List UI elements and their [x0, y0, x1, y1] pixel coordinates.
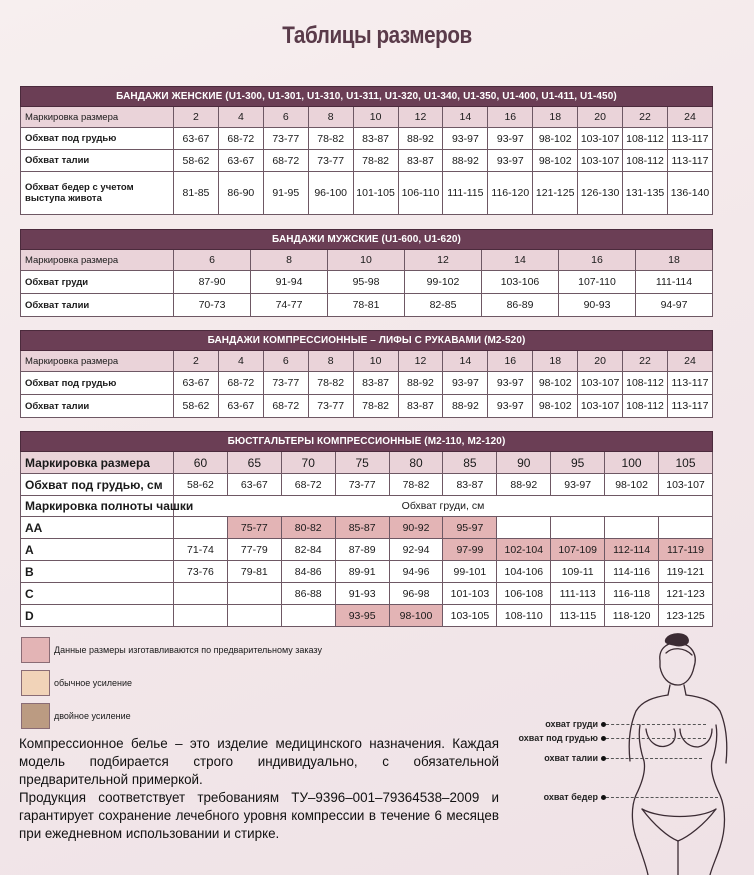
table-cell: 58-62: [174, 395, 219, 418]
table-cell: 78-82: [308, 372, 353, 395]
table-cell: 86-88: [281, 583, 335, 605]
table-cell: [497, 517, 551, 539]
table-cell: 88-92: [443, 150, 488, 172]
table-cell: 16: [488, 351, 533, 372]
table-row: [21, 172, 713, 215]
table-cell: 88-92: [443, 395, 488, 418]
table-cell: 117-119: [659, 539, 713, 561]
row-label: Обхват под грудью: [21, 372, 174, 395]
men-bandage-table: [20, 229, 713, 317]
table-cell: 112-114: [605, 539, 659, 561]
table-cell: [227, 583, 281, 605]
table-cell: 93-95: [335, 605, 389, 627]
table-cell: 83-87: [398, 150, 443, 172]
table-row: [21, 294, 713, 317]
table-cell: 20: [578, 351, 623, 372]
legend: [21, 637, 421, 729]
table-cell: [605, 517, 659, 539]
table-cell: 108-110: [497, 605, 551, 627]
compression-bandage-table: [20, 330, 713, 418]
cup-label: A: [21, 539, 174, 561]
table-cell: 98-100: [389, 605, 443, 627]
table-cell: 121-125: [533, 172, 578, 215]
legend-text: Данные размеры изготавливаются по предварительному заказу: [54, 645, 322, 655]
table-cell: 103-107: [578, 372, 623, 395]
table-cell: 71-74: [174, 539, 228, 561]
table-cell: 104-106: [497, 561, 551, 583]
table-row: [21, 351, 713, 372]
table-cell: 87-90: [174, 271, 251, 294]
table-cell: 68-72: [218, 372, 263, 395]
table-cell: 136-140: [667, 172, 712, 215]
table-cell: 86-89: [482, 294, 559, 317]
table-cell: 86-90: [218, 172, 263, 215]
legend-text: двойное усиление: [54, 711, 131, 721]
table-cell: 111-115: [443, 172, 488, 215]
table-cell: 95-98: [328, 271, 405, 294]
table-cell: 10: [353, 107, 398, 128]
row-label: Обхват талии: [21, 150, 174, 172]
table-row: [21, 539, 713, 561]
paragraph-medical: Компрессионное белье – это изделие медицинского назначения. Каждая модель подбирается строго индивидуально, с обязательной предварительной примеркой.: [19, 736, 499, 787]
table-cell: [174, 605, 228, 627]
table-cell: 14: [443, 351, 488, 372]
table-cell: 73-76: [174, 561, 228, 583]
table-cell: 60: [174, 452, 228, 474]
table-cell: 63-67: [218, 150, 263, 172]
table-cell: 6: [263, 107, 308, 128]
table-cell: 68-72: [218, 128, 263, 150]
row-label: Маркировка размера: [21, 351, 174, 372]
table-cell: 10: [328, 250, 405, 271]
table-title: БАНДАЖИ КОМПРЕССИОННЫЕ – ЛИФЫ С РУКАВАМИ (M2-520): [21, 331, 713, 351]
table-title: БЮСТГАЛЬТЕРЫ КОМПРЕССИОННЫЕ (M2-110, M2-120): [21, 432, 713, 452]
table-cell: 102-104: [497, 539, 551, 561]
table-row: [21, 150, 713, 172]
table-cell: 70: [281, 452, 335, 474]
table-cell: 10: [353, 351, 398, 372]
table-row: [21, 605, 713, 627]
table-cell: 24: [667, 351, 712, 372]
table-cell: [174, 583, 228, 605]
table-cell: 93-97: [443, 128, 488, 150]
table-cell: 78-81: [328, 294, 405, 317]
table-cell: 108-112: [623, 128, 668, 150]
table-cell: 103-107: [578, 150, 623, 172]
row-label: Маркировка размера: [21, 250, 174, 271]
table-cell: 113-117: [667, 150, 712, 172]
table-cell: 93-97: [488, 128, 533, 150]
table-cell: 131-135: [623, 172, 668, 215]
table-cell: 106-108: [497, 583, 551, 605]
table-cell: 111-113: [551, 583, 605, 605]
table-cell: 6: [263, 351, 308, 372]
table-cell: 88-92: [398, 372, 443, 395]
table-cell: 18: [533, 107, 578, 128]
table-cell: 81-85: [174, 172, 219, 215]
body-silhouette-illustration: [610, 633, 754, 875]
table-title: БАНДАЖИ МУЖСКИЕ (U1-600, U1-620): [21, 230, 713, 250]
table-cell: 105: [659, 452, 713, 474]
table-cell: 8: [308, 107, 353, 128]
table-cell: 97-99: [443, 539, 497, 561]
table-cell: 63-67: [174, 372, 219, 395]
table-cell: 65: [227, 452, 281, 474]
table-cell: 73-77: [335, 474, 389, 496]
table-cell: 90-92: [389, 517, 443, 539]
cup-label: D: [21, 605, 174, 627]
table-cell: 78-82: [353, 150, 398, 172]
table-cell: 113-117: [667, 395, 712, 418]
table-cell: Обхват груди, см: [174, 496, 713, 517]
table-cell: 75: [335, 452, 389, 474]
table-cell: 93-97: [551, 474, 605, 496]
table-cell: 77-79: [227, 539, 281, 561]
table-cell: 99-101: [443, 561, 497, 583]
table-cell: 118-120: [605, 605, 659, 627]
table-cell: 24: [667, 107, 712, 128]
legend-swatch: [21, 670, 50, 696]
table-cell: 73-77: [263, 372, 308, 395]
line-hips: [606, 797, 718, 798]
table-cell: 96-100: [308, 172, 353, 215]
table-cell: 63-67: [218, 395, 263, 418]
table-cell: 121-123: [659, 583, 713, 605]
table-cell: 114-116: [605, 561, 659, 583]
table-row: [21, 517, 713, 539]
table-cell: 91-95: [263, 172, 308, 215]
table-cell: 70-73: [174, 294, 251, 317]
table-row: [21, 474, 713, 496]
table-row: [21, 583, 713, 605]
table-cell: 16: [488, 107, 533, 128]
table-cell: 73-77: [308, 150, 353, 172]
table-cell: 93-97: [488, 150, 533, 172]
women-bandage-table: [20, 86, 713, 215]
table-cell: 83-87: [443, 474, 497, 496]
line-underbust: [606, 738, 706, 739]
table-cell: 103-106: [482, 271, 559, 294]
table-cell: 18: [533, 351, 578, 372]
row-label: Обхват под грудью: [21, 128, 174, 150]
table-cell: 74-77: [251, 294, 328, 317]
table-cell: 95: [551, 452, 605, 474]
table-cell: 63-67: [174, 128, 219, 150]
table-cell: 4: [218, 107, 263, 128]
table-cell: 95-97: [443, 517, 497, 539]
table-row: [21, 250, 713, 271]
table-cell: 113-117: [667, 128, 712, 150]
legend-text: обычное усиление: [54, 678, 132, 688]
table-row: [21, 271, 713, 294]
table-cell: 106-110: [398, 172, 443, 215]
table-cell: 108-112: [623, 395, 668, 418]
table-cell: 93-97: [443, 372, 488, 395]
table-cell: 12: [398, 107, 443, 128]
line-waist: [606, 758, 702, 759]
table-row: [21, 372, 713, 395]
row-label: Обхват под грудью, см: [21, 474, 174, 496]
table-row: [21, 496, 713, 517]
table-cell: 80: [389, 452, 443, 474]
table-cell: 83-87: [398, 395, 443, 418]
table-cell: 58-62: [174, 474, 228, 496]
table-cell: 73-77: [263, 128, 308, 150]
table-cell: 103-107: [578, 395, 623, 418]
table-cell: 108-112: [623, 372, 668, 395]
table-row: [21, 452, 713, 474]
table-cell: 14: [482, 250, 559, 271]
table-cell: 113-115: [551, 605, 605, 627]
label-underbust: охват под грудью: [518, 733, 598, 743]
table-cell: 58-62: [174, 150, 219, 172]
table-cell: 12: [398, 351, 443, 372]
table-cell: 85-87: [335, 517, 389, 539]
table-cell: 126-130: [578, 172, 623, 215]
table-cell: 75-77: [227, 517, 281, 539]
table-cell: [227, 605, 281, 627]
table-cell: 103-105: [443, 605, 497, 627]
label-waist: охват талии: [544, 753, 598, 763]
table-cell: 22: [623, 351, 668, 372]
table-cell: 98-102: [533, 128, 578, 150]
table-cell: 8: [251, 250, 328, 271]
table-cell: 89-91: [335, 561, 389, 583]
row-label: Обхват груди: [21, 271, 174, 294]
table-cell: 4: [218, 351, 263, 372]
table-cell: 68-72: [263, 395, 308, 418]
table-cell: 78-82: [353, 395, 398, 418]
table-title: БАНДАЖИ ЖЕНСКИЕ (U1-300, U1-301, U1-310, U1-311, U1-320, U1-340, U1-350, U1-400, U1-411, U1-450): [21, 87, 713, 107]
table-cell: 109-11: [551, 561, 605, 583]
table-cell: 73-77: [308, 395, 353, 418]
info-text: [19, 735, 499, 843]
table-cell: 116-118: [605, 583, 659, 605]
table-cell: 96-98: [389, 583, 443, 605]
table-cell: 88-92: [398, 128, 443, 150]
table-cell: 78-82: [308, 128, 353, 150]
table-cell: 22: [623, 107, 668, 128]
table-cell: 84-86: [281, 561, 335, 583]
table-cell: 80-82: [281, 517, 335, 539]
table-cell: 94-96: [389, 561, 443, 583]
table-row: [21, 107, 713, 128]
table-cell: 123-125: [659, 605, 713, 627]
table-cell: [659, 517, 713, 539]
table-cell: 100: [605, 452, 659, 474]
table-cell: 6: [174, 250, 251, 271]
table-cell: 103-107: [578, 128, 623, 150]
line-chest: [606, 724, 706, 725]
row-label: Маркировка размера: [21, 107, 174, 128]
table-cell: 101-103: [443, 583, 497, 605]
row-label: Обхват талии: [21, 294, 174, 317]
table-cell: 111-114: [636, 271, 713, 294]
row-label: Маркировка полноты чашки: [21, 496, 174, 517]
table-cell: 68-72: [263, 150, 308, 172]
table-cell: 108-112: [623, 150, 668, 172]
table-cell: 99-102: [405, 271, 482, 294]
paragraph-spec: Продукция соответствует требованиям ТУ–9396–001–79364538–2009 и гарантирует сохранение лечебного уровня компрессии в течение 6 месяцев при ежедневном использовании и стирке.: [19, 790, 499, 841]
table-cell: [174, 517, 228, 539]
table-cell: 107-110: [559, 271, 636, 294]
page-title: Таблицы размеров: [282, 22, 472, 49]
table-cell: 88-92: [497, 474, 551, 496]
table-row: [21, 395, 713, 418]
table-cell: 93-97: [488, 395, 533, 418]
table-cell: 18: [636, 250, 713, 271]
table-cell: [551, 517, 605, 539]
table-cell: 16: [559, 250, 636, 271]
bra-size-table: [20, 431, 713, 627]
table-cell: 68-72: [281, 474, 335, 496]
cup-label: B: [21, 561, 174, 583]
table-cell: 90: [497, 452, 551, 474]
table-cell: 93-97: [488, 372, 533, 395]
table-cell: 78-82: [389, 474, 443, 496]
table-cell: 63-67: [227, 474, 281, 496]
table-cell: 79-81: [227, 561, 281, 583]
table-cell: 92-94: [389, 539, 443, 561]
table-cell: 2: [174, 107, 219, 128]
table-cell: 98-102: [533, 150, 578, 172]
legend-swatch: [21, 703, 50, 729]
table-cell: 98-102: [605, 474, 659, 496]
table-cell: 12: [405, 250, 482, 271]
table-cell: [281, 605, 335, 627]
table-row: [21, 561, 713, 583]
table-cell: 14: [443, 107, 488, 128]
table-cell: 82-85: [405, 294, 482, 317]
table-cell: 87-89: [335, 539, 389, 561]
label-hips: охват бедер: [543, 792, 598, 802]
table-cell: 113-117: [667, 372, 712, 395]
table-cell: 116-120: [488, 172, 533, 215]
label-chest: охват груди: [545, 719, 598, 729]
table-cell: 20: [578, 107, 623, 128]
table-cell: 83-87: [353, 128, 398, 150]
table-cell: 98-102: [533, 395, 578, 418]
row-label: Маркировка размера: [21, 452, 174, 474]
table-cell: 82-84: [281, 539, 335, 561]
table-cell: 119-121: [659, 561, 713, 583]
table-cell: 8: [308, 351, 353, 372]
table-cell: 2: [174, 351, 219, 372]
table-cell: 101-105: [353, 172, 398, 215]
table-cell: 90-93: [559, 294, 636, 317]
cup-label: AA: [21, 517, 174, 539]
table-cell: 91-94: [251, 271, 328, 294]
table-row: [21, 128, 713, 150]
table-cell: 98-102: [533, 372, 578, 395]
table-cell: 107-109: [551, 539, 605, 561]
table-cell: 83-87: [353, 372, 398, 395]
row-label: Обхват бедер с учетом выступа живота: [21, 172, 174, 215]
table-cell: 94-97: [636, 294, 713, 317]
row-label: Обхват талии: [21, 395, 174, 418]
table-cell: 103-107: [659, 474, 713, 496]
cup-label: C: [21, 583, 174, 605]
legend-swatch: [21, 637, 50, 663]
table-cell: 91-93: [335, 583, 389, 605]
table-cell: 85: [443, 452, 497, 474]
